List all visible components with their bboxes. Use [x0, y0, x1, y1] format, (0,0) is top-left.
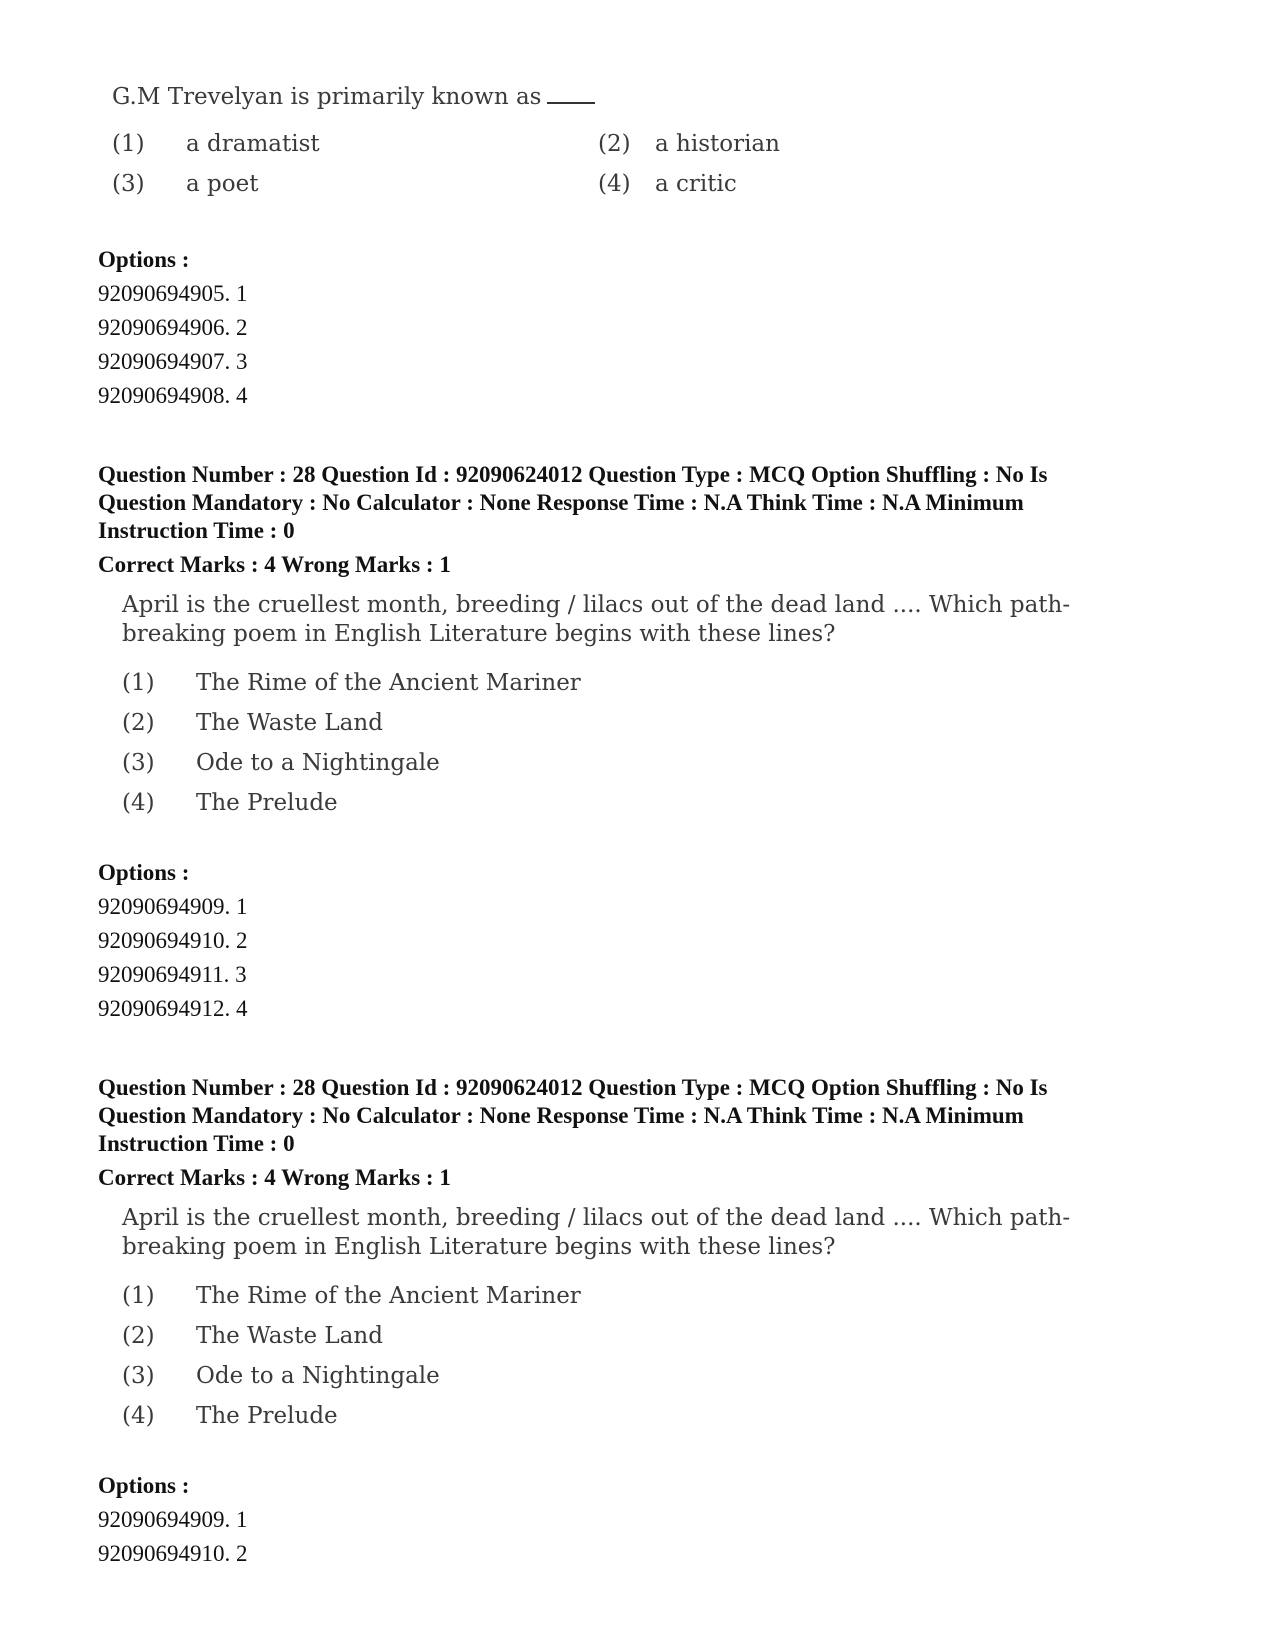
- choice-text: The Rime of the Ancient Mariner: [196, 670, 581, 696]
- answer-blank: [547, 84, 595, 104]
- meta-line: Question Number : 28 Question Id : 92090624012 Question Type : MCQ Option Shuffling : No Is: [98, 462, 1048, 487]
- option-item: 92090694911. 3: [98, 962, 247, 987]
- choice-number: (3): [122, 750, 155, 776]
- question-27-image: [0, 0, 1275, 220]
- choice-number: (2): [122, 1323, 155, 1349]
- choice-number: (1): [122, 670, 155, 696]
- meta-line: Question Number : 28 Question Id : 92090624012 Question Type : MCQ Option Shuffling : No Is: [98, 1075, 1048, 1100]
- stem-line: April is the cruellest month, breeding / lilacs out of the dead land .... Which path-: [122, 592, 1071, 618]
- option-item: 92090694910. 2: [98, 1541, 248, 1566]
- question-stem: [112, 84, 595, 110]
- choice-text: a critic: [655, 171, 737, 197]
- choice-number: (1): [112, 131, 145, 157]
- choice-number: (4): [122, 790, 155, 816]
- option-item: 92090694908. 4: [98, 383, 248, 408]
- meta-line: Instruction Time : 0: [98, 1131, 295, 1156]
- choice-number: (3): [112, 171, 145, 197]
- choice-number: (1): [122, 1283, 155, 1309]
- options-heading: Options :: [98, 860, 190, 885]
- stem-line: April is the cruellest month, breeding / lilacs out of the dead land .... Which path-: [122, 1205, 1071, 1231]
- option-item: 92090694907. 3: [98, 349, 248, 374]
- options-heading: Options :: [98, 247, 190, 272]
- choice-text: Ode to a Nightingale: [196, 750, 440, 776]
- option-item: 92090694912. 4: [98, 996, 248, 1021]
- choice-number: (2): [598, 131, 631, 157]
- choice-text: a historian: [655, 131, 780, 157]
- stem-text: G.M Trevelyan is primarily known as: [112, 84, 542, 110]
- meta-line: Question Mandatory : No Calculator : None Response Time : N.A Think Time : N.A Minimum: [98, 1103, 1024, 1128]
- option-item: 92090694909. 1: [98, 894, 248, 919]
- options-heading: Options :: [98, 1473, 190, 1498]
- choice-text: The Rime of the Ancient Mariner: [196, 1283, 581, 1309]
- marks-line: Correct Marks : 4 Wrong Marks : 1: [98, 552, 451, 577]
- choice-number: (4): [122, 1403, 155, 1429]
- question-28-image: [0, 590, 1275, 830]
- choice-number: (4): [598, 171, 631, 197]
- choice-text: a dramatist: [186, 131, 320, 157]
- choice-text: The Prelude: [196, 790, 338, 816]
- option-item: 92090694909. 1: [98, 1507, 248, 1532]
- choice-number: (2): [122, 710, 155, 736]
- option-item: 92090694910. 2: [98, 928, 248, 953]
- option-item: 92090694906. 2: [98, 315, 248, 340]
- stem-line: breaking poem in English Literature begins with these lines?: [122, 621, 836, 647]
- choice-text: The Waste Land: [196, 1323, 383, 1349]
- question-28-image: [0, 1203, 1275, 1443]
- marks-line: Correct Marks : 4 Wrong Marks : 1: [98, 1165, 451, 1190]
- meta-line: Instruction Time : 0: [98, 518, 295, 543]
- choice-text: a poet: [186, 171, 259, 197]
- choice-text: Ode to a Nightingale: [196, 1363, 440, 1389]
- stem-line: breaking poem in English Literature begins with these lines?: [122, 1234, 836, 1260]
- choice-number: (3): [122, 1363, 155, 1389]
- meta-line: Question Mandatory : No Calculator : None Response Time : N.A Think Time : N.A Minimum: [98, 490, 1024, 515]
- choice-text: The Waste Land: [196, 710, 383, 736]
- choice-text: The Prelude: [196, 1403, 338, 1429]
- option-item: 92090694905. 1: [98, 281, 248, 306]
